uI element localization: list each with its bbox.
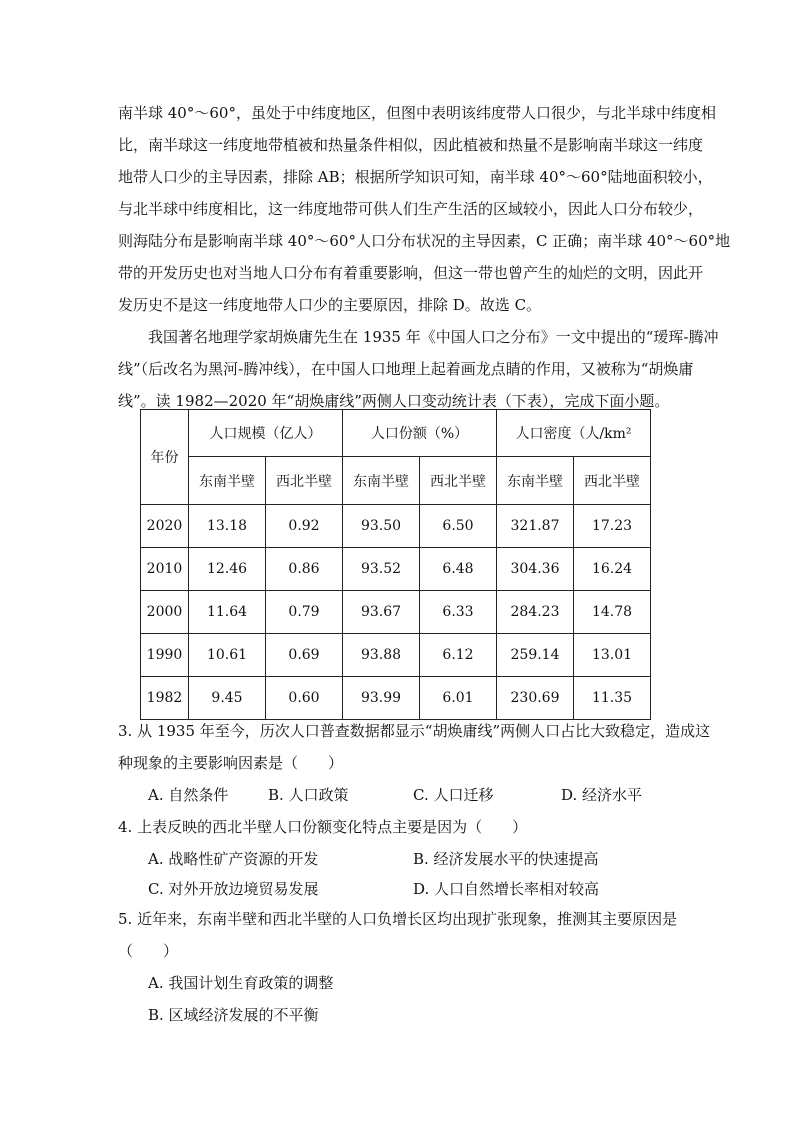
table-row [141,505,651,548]
table-cell-year: 1990 [141,634,189,677]
table-cell: 10.61 [189,634,266,677]
paragraph-1-line: 比，南半球这一纬度地带植被和热量条件相似，因此植被和热量不是影响南半球这一纬度 [118,136,704,154]
sub-header: 西北半壁 [266,457,343,505]
table-cell: 0.79 [266,591,343,634]
table-cell-year: 2010 [141,548,189,591]
table-cell: 0.69 [266,634,343,677]
table-header-row [141,410,651,457]
table-cell: 9.45 [189,677,266,720]
paragraph-2-line: 线”。读 1982—2020 年“胡焕庸线”两侧人口变动统计表（下表），完成下面小题。 [118,392,670,410]
table-cell: 0.86 [266,548,343,591]
group-header: 人口密度（人/km² [497,410,651,457]
sub-header: 东南半壁 [189,457,266,505]
sub-header: 西北半壁 [574,457,651,505]
sub-header: 东南半壁 [497,457,574,505]
table-cell: 6.12 [420,634,497,677]
table-cell: 93.88 [343,634,420,677]
table-cell: 6.48 [420,548,497,591]
table-cell: 284.23 [497,591,574,634]
question-3-option-b[interactable]: B. 人口政策 [268,786,349,804]
question-4-option-b[interactable]: B. 经济发展水平的快速提高 [413,850,599,868]
paragraph-1-line: 南半球 40°～60°，虽处于中纬度地区，但图中表明该纬度带人口很少，与北半球中纬度相 [118,104,716,122]
table-cell: 93.67 [343,591,420,634]
table-row [141,591,651,634]
table-cell: 13.18 [189,505,266,548]
table-cell-year: 2000 [141,591,189,634]
question-3-option-c[interactable]: C. 人口迁移 [413,786,494,804]
sub-header: 东南半壁 [343,457,420,505]
paragraph-1-line: 带的开发历史也对当地人口分布有着重要影响，但这一带也曾产生的灿烂的文明，因此开 [118,264,704,282]
question-3-stem: 种现象的主要影响因素是（ ） [118,754,344,772]
paragraph-2-line: 线”（后改名为黑河-腾冲线），在中国人口地理上起着画龙点睛的作用，又被称为“胡焕庸 [118,360,694,378]
year-header: 年份 [141,410,189,505]
table-cell: 93.99 [343,677,420,720]
table-cell: 6.33 [420,591,497,634]
table-cell-year: 2020 [141,505,189,548]
population-table [140,409,651,720]
group-header: 人口份额（%） [343,410,497,457]
table-cell: 12.46 [189,548,266,591]
question-5-stem: （ ） [118,942,179,960]
table-cell: 259.14 [497,634,574,677]
paragraph-1-line: 发历史不是这一纬度地带人口少的主要原因，排除 D。故选 C。 [118,296,542,314]
question-4-stem: 4. 上表反映的西北半壁人口份额变化特点主要是因为（ ） [118,818,528,836]
table-row [141,634,651,677]
question-5-option-b[interactable]: B. 区域经济发展的不平衡 [148,1006,319,1024]
sub-header: 西北半壁 [420,457,497,505]
table-cell: 13.01 [574,634,651,677]
table-row [141,677,651,720]
paragraph-1-line: 则海陆分布是影响南半球 40°～60°人口分布状况的主导因素，C 正确；南半球 40°～60°地 [118,232,731,250]
table-cell-year: 1982 [141,677,189,720]
table-cell: 321.87 [497,505,574,548]
table-row [141,548,651,591]
question-4-option-a[interactable]: A. 战略性矿产资源的开发 [148,850,319,868]
question-3-stem: 3. 从 1935 年至今，历次人口普查数据都显示“胡焕庸线”两侧人口占比大致稳定，造成这 [118,722,711,740]
question-4-option-c[interactable]: C. 对外开放边境贸易发展 [148,880,319,898]
question-4-option-d[interactable]: D. 人口自然增长率相对较高 [413,880,600,898]
table-cell: 304.36 [497,548,574,591]
question-5-option-a[interactable]: A. 我国计划生育政策的调整 [148,974,334,992]
table-cell: 16.24 [574,548,651,591]
question-3-option-d[interactable]: D. 经济水平 [561,786,643,804]
table-subheader-row [141,457,651,505]
table-cell: 6.01 [420,677,497,720]
table-cell: 11.64 [189,591,266,634]
table-cell: 0.92 [266,505,343,548]
paragraph-1-line: 地带人口少的主导因素，排除 AB；根据所学知识可知，南半球 40°～60°陆地面积较小， [118,168,713,186]
table-cell: 6.50 [420,505,497,548]
table-cell: 11.35 [574,677,651,720]
question-5-stem: 5. 近年来，东南半壁和西北半壁的人口负增长区均出现扩张现象，推测其主要原因是 [118,910,678,928]
table-cell: 14.78 [574,591,651,634]
table-cell: 93.50 [343,505,420,548]
paragraph-1-line: 与北半球中纬度相比，这一纬度地带可供人们生产生活的区域较小，因此人口分布较少， [118,200,704,218]
table-cell: 93.52 [343,548,420,591]
group-header: 人口规模（亿人） [189,410,343,457]
table-cell: 17.23 [574,505,651,548]
table-cell: 230.69 [497,677,574,720]
question-3-option-a[interactable]: A. 自然条件 [148,786,229,804]
paragraph-2-line: 我国著名地理学家胡焕庸先生在 1935 年《中国人口之分布》一文中提出的“瑷珲-腾冲 [148,328,719,346]
table-cell: 0.60 [266,677,343,720]
